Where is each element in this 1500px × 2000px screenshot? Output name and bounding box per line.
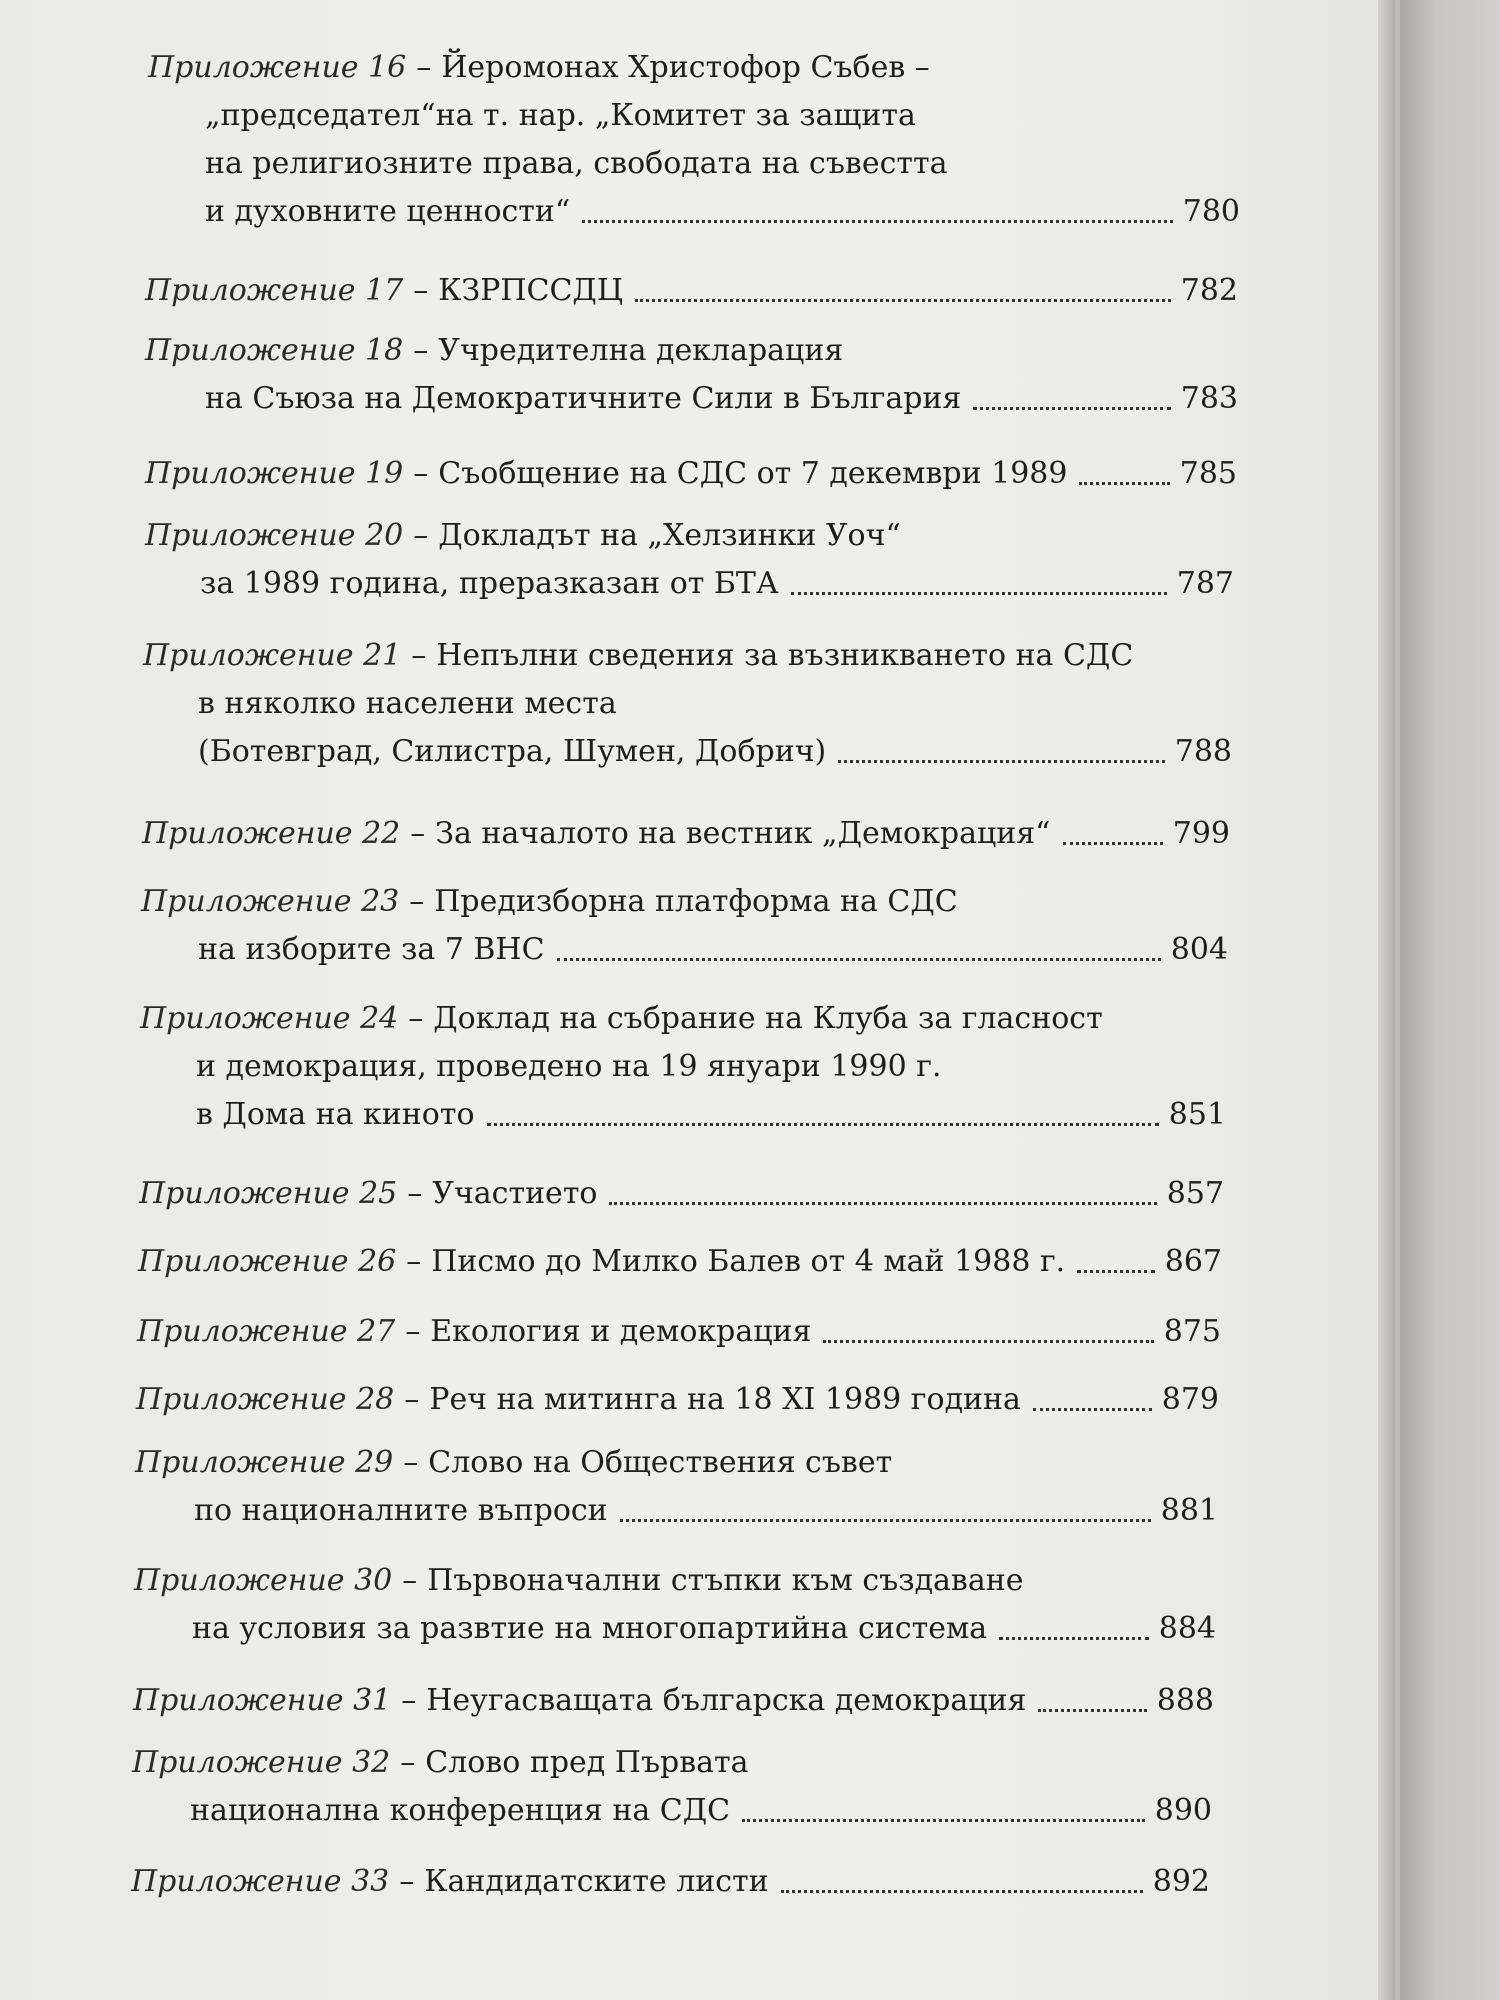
toc-entry-line — [134, 1555, 1023, 1599]
entry-title-text: Екология и демокрация — [430, 1314, 812, 1349]
label-separator: – — [400, 1745, 416, 1780]
dot-leader — [781, 1890, 1143, 1893]
toc-entry-line — [196, 1089, 1226, 1133]
page-number: 884 — [1158, 1611, 1216, 1646]
entry-title-text: в Дома на киното — [196, 1097, 475, 1132]
dot-leader — [973, 407, 1170, 410]
entry-title-text: Непълни сведения за възникването на СДС — [436, 638, 1134, 673]
appendix-label: Приложение 17 — [145, 273, 404, 308]
dot-leader — [791, 592, 1167, 595]
appendix-label: Приложение 33 — [131, 1864, 390, 1899]
toc-entry-line — [143, 630, 1133, 674]
page-number: 780 — [1182, 194, 1240, 229]
appendix-label: Приложение 26 — [138, 1244, 397, 1279]
toc-entry-line — [198, 678, 617, 722]
entry-title-text: за 1989 година, преразказан от БТА — [200, 566, 779, 601]
appendix-label: Приложение 18 — [145, 333, 404, 368]
dot-leader — [1033, 1408, 1152, 1411]
toc-entry-line — [137, 1306, 1221, 1350]
toc-entry-line — [200, 558, 1234, 602]
page-number: 888 — [1156, 1683, 1214, 1718]
dot-leader — [1079, 482, 1169, 485]
label-separator: – — [406, 1244, 422, 1279]
book-spine — [1400, 0, 1500, 2000]
page-number: 785 — [1179, 456, 1237, 491]
entry-title-text: на изборите за 7 ВНС — [198, 932, 545, 967]
label-separator: – — [413, 273, 429, 308]
label-separator: – — [409, 884, 425, 919]
entry-title-text: и духовните ценности“ — [205, 194, 571, 229]
entry-title-text: Слово на Обществения съвет — [428, 1445, 893, 1480]
dot-leader — [823, 1340, 1153, 1343]
entry-title-text: на религиозните права, свободата на съвестта — [205, 146, 948, 181]
toc-entry-line — [194, 1485, 1218, 1529]
entry-title-text: Неугасващата българска демокрация — [426, 1683, 1027, 1718]
entry-title-text: Доклад на събрание на Клуба за гласност — [433, 1001, 1103, 1036]
toc-entry-line — [140, 993, 1103, 1037]
label-separator: – — [416, 50, 432, 85]
entry-title-text: За началото на вестник „Демокрация“ — [435, 816, 1051, 851]
entry-title-text: Първоначални стъпки към създаване — [427, 1563, 1024, 1598]
appendix-label: Приложение 25 — [139, 1176, 398, 1211]
toc-entry-line — [133, 1675, 1214, 1719]
entry-title-text: и демокрация, проведено на 19 януари 1990 г. — [196, 1049, 942, 1084]
page-number: 857 — [1166, 1176, 1224, 1211]
appendix-label: Приложение 16 — [148, 50, 407, 85]
toc-entry-line — [198, 726, 1232, 770]
page-number: 890 — [1154, 1793, 1212, 1828]
entry-title-text: Участието — [432, 1176, 598, 1211]
dot-leader — [742, 1819, 1145, 1822]
entry-title-text: „председател“на т. нар. „Комитет за защита — [205, 98, 916, 133]
label-separator: – — [407, 1176, 423, 1211]
toc-entry-line — [139, 1168, 1224, 1212]
page-number: 867 — [1164, 1244, 1222, 1279]
toc-entry-line — [145, 448, 1237, 492]
label-separator: – — [401, 1683, 417, 1718]
appendix-label: Приложение 19 — [145, 456, 404, 491]
toc-entry-line — [205, 373, 1238, 417]
entry-title-text: Докладът на „Хелзинки Уоч“ — [438, 518, 901, 553]
page-number: 783 — [1180, 381, 1238, 416]
appendix-label: Приложение 27 — [137, 1314, 396, 1349]
appendix-label: Приложение 30 — [134, 1563, 393, 1598]
appendix-label: Приложение 28 — [136, 1382, 395, 1417]
appendix-label: Приложение 24 — [140, 1001, 399, 1036]
entry-title-text: на Съюза на Демократичните Сили в България — [205, 381, 962, 416]
appendix-label: Приложение 21 — [143, 638, 402, 673]
toc-entry-line — [190, 1785, 1212, 1829]
label-separator: – — [413, 456, 429, 491]
page-edge — [1378, 0, 1395, 2000]
dot-leader — [582, 220, 1173, 223]
entry-title-text: Учредителна декларация — [438, 333, 844, 368]
page-number: 875 — [1163, 1314, 1221, 1349]
label-separator: – — [410, 816, 426, 851]
toc-entry-line — [138, 1236, 1222, 1280]
label-separator: – — [405, 1314, 421, 1349]
toc-entry-line — [132, 1737, 749, 1781]
toc-entry-line — [141, 876, 958, 920]
entry-title-text: (Ботевград, Силистра, Шумен, Добрич) — [198, 734, 827, 769]
label-separator: – — [402, 1563, 418, 1598]
toc-entry-line — [145, 325, 843, 369]
dot-leader — [1077, 1270, 1155, 1273]
toc-entry-line — [196, 1041, 941, 1085]
page-number: 788 — [1174, 734, 1232, 769]
dot-leader — [1038, 1709, 1146, 1712]
dot-leader — [1063, 842, 1163, 845]
appendix-label: Приложение 31 — [133, 1683, 392, 1718]
toc-entry-line — [136, 1374, 1219, 1418]
appendix-label: Приложение 22 — [142, 816, 401, 851]
toc-entry-line — [135, 1437, 892, 1481]
label-separator: – — [413, 518, 429, 553]
label-separator: – — [403, 1445, 419, 1480]
label-separator: – — [408, 1001, 424, 1036]
toc-entry-line — [192, 1603, 1216, 1647]
page-number: 881 — [1160, 1493, 1218, 1528]
dot-leader — [557, 958, 1161, 961]
toc-entry-line — [145, 265, 1238, 309]
label-separator: – — [411, 638, 427, 673]
entry-title-text: Писмо до Милко Балев от 4 май 1988 г. — [431, 1244, 1066, 1279]
dot-leader — [620, 1519, 1151, 1522]
appendix-label: Приложение 20 — [145, 518, 404, 553]
appendix-label: Приложение 32 — [132, 1745, 391, 1780]
toc-entry-line — [148, 42, 930, 86]
entry-title-text: на условия за развтие на многопартийна система — [192, 1611, 988, 1646]
appendix-label: Приложение 29 — [135, 1445, 394, 1480]
page-number: 851 — [1168, 1097, 1226, 1132]
entry-title-text: в няколко населени места — [198, 686, 617, 721]
dot-leader — [487, 1123, 1159, 1126]
entry-title-text: Йеромонах Христофор Събев – — [441, 50, 930, 85]
entry-title-text: Слово пред Първата — [425, 1745, 749, 1780]
entry-title-text: по националните въпроси — [194, 1493, 608, 1528]
entry-title-text: Съобщение на СДС от 7 декември 1989 — [438, 456, 1068, 491]
toc-entry-line — [205, 186, 1240, 230]
page-number: 892 — [1152, 1864, 1210, 1899]
toc-entry-line — [198, 924, 1228, 968]
toc-entry-line — [205, 90, 916, 134]
dot-leader — [999, 1637, 1149, 1640]
entry-title-text: Реч на митинга на 18 XI 1989 година — [429, 1382, 1021, 1417]
label-separator: – — [399, 1864, 415, 1899]
toc-entry-line — [145, 510, 901, 554]
label-separator: – — [404, 1382, 420, 1417]
page-number: 799 — [1172, 816, 1230, 851]
page-number: 879 — [1161, 1382, 1219, 1417]
toc-entry-line — [142, 808, 1230, 852]
appendix-label: Приложение 23 — [141, 884, 400, 919]
page-number: 804 — [1170, 932, 1228, 967]
toc-entry-line — [205, 138, 947, 182]
toc-entry-line — [131, 1856, 1210, 1900]
label-separator: – — [413, 333, 429, 368]
page-number: 782 — [1180, 273, 1238, 308]
entry-title-text: национална конференция на СДС — [190, 1793, 731, 1828]
dot-leader — [838, 760, 1164, 763]
entry-title-text: КЗРПССДЦ — [438, 273, 623, 308]
entry-title-text: Предизборна платформа на СДС — [434, 884, 958, 919]
dot-leader — [635, 299, 1171, 302]
page-number: 787 — [1176, 566, 1234, 601]
entry-title-text: Кандидатските листи — [424, 1864, 769, 1899]
dot-leader — [609, 1202, 1156, 1205]
